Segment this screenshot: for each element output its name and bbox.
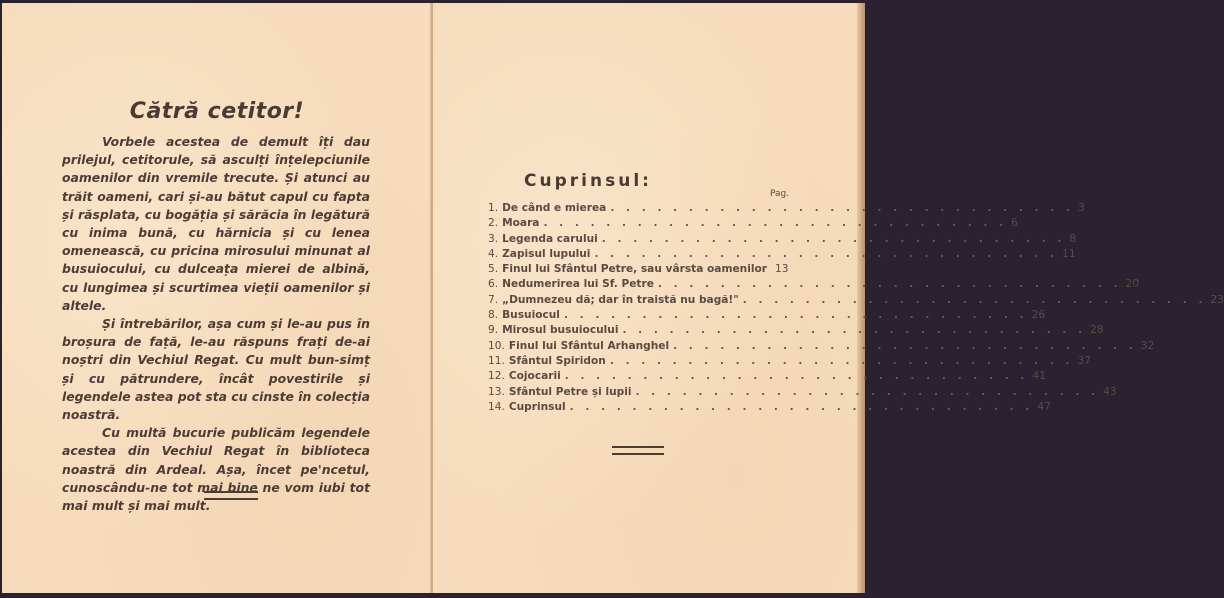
dot-leader: . . . . . . . . . . . . . . . . . . . . . . . . . . . . . . xyxy=(635,385,1100,398)
toc-entry-number: 8. xyxy=(488,309,499,322)
toc-entry-page: 3 xyxy=(1078,202,1085,214)
toc-entry-page: 26 xyxy=(1031,309,1046,322)
toc-entry-title: Finul lui Sfântul Arhanghel xyxy=(508,339,670,352)
toc-entry-title: „Dumnezeu dă; dar în traistă nu bagă!" xyxy=(502,293,739,306)
toc-entry xyxy=(488,354,1092,370)
toc-entry-page: 20 xyxy=(1125,278,1140,291)
toc-entry-page: 23 xyxy=(1210,293,1224,306)
dot-leader: . . . . . . . . . . . . . . . . . . . . . . . . . . . . . . xyxy=(543,217,1008,230)
toc-entry-title: Legenda carului xyxy=(502,232,598,245)
toc-entry-page: 28 xyxy=(1090,324,1104,337)
toc-entry-number: 3. xyxy=(488,232,499,245)
toc-entry-number: 5. xyxy=(488,263,499,276)
toc-entry-number: 4. xyxy=(488,247,499,260)
dot-leader: . . . . . . . . . . . . . . . . . . . . . . . . . . . . . . xyxy=(742,293,1207,306)
toc-entry-title: Mirosul busuiocului xyxy=(502,324,619,337)
toc-entry-number: 1. xyxy=(488,202,499,214)
toc-entry xyxy=(488,263,788,278)
toc-entry-number: 14. xyxy=(488,400,505,413)
double-rule-divider xyxy=(612,446,664,455)
dot-leader: . . . . . . . . . . . . . . . . . . . . . . . . . . . . . . xyxy=(563,309,1028,322)
toc-entry-page: 8 xyxy=(1069,232,1077,245)
double-rule-divider xyxy=(204,491,258,500)
toc-entry xyxy=(488,202,1085,217)
toc-entry xyxy=(488,400,1051,416)
toc-entry-title: De când e mierea xyxy=(502,202,607,214)
toc-entry xyxy=(488,293,1224,309)
paragraph: Vorbele acestea de demult îți dau prilejul, cetitorule, să asculți înțelepciunile oamenilor din vremile trecute. Și atunci au trăit oameni, cari și-au bătut capul cu fapta și răsplata, cu bogăția și sărăcia în legătură cu inima bună, cu hărnicia și cu lenea omenească, cu pricina mirosului minunat al busuiocului, cu dulceața mierei de albină, cu lungimea și scurtimea vieții oamenilor și altele. xyxy=(62,134,370,313)
dot-leader: . . . . . . . . . . . . . . . . . . . . . . . . . . . . . . xyxy=(622,324,1087,337)
toc-entry-page: 47 xyxy=(1037,400,1051,413)
paragraph: Și întrebărilor, așa cum și le-au pus în broșura de față, le-au răspuns frați de-ai noștri din Vechiul Regat. Cu mult bun-simț și cu pătrundere, încât povestirile și legendele astea pot sta cu cinste în colecția noastră. xyxy=(62,316,370,423)
toc-entry-title: Cuprinsul xyxy=(508,400,566,413)
toc-entry xyxy=(488,370,1046,385)
book-spread xyxy=(2,3,1224,593)
toc-entry-number: 2. xyxy=(488,217,499,230)
toc-entry-title: Moara xyxy=(502,217,540,230)
toc-entry xyxy=(488,324,1104,339)
toc-entry-number: 11. xyxy=(488,354,505,367)
toc-entry-title: Cojocarii xyxy=(508,370,561,383)
toc-entry-page: 11 xyxy=(1062,247,1076,260)
paragraph: Cu multă bucurie publicăm legendele acestea din Vechiul Regat în biblioteca noastră din Ardeal. Așa, încet pe'ncetul, cunoscându-ne tot mai bine ne vom iubi tot mai mult și mai mult. xyxy=(62,425,370,514)
dot-leader: . . . . . . . . . . . . . . . . . . . . . . . . . . . . . . xyxy=(594,247,1059,260)
toc-entry-page: 43 xyxy=(1103,385,1117,398)
dot-leader: . . . . . . . . . . . . . . . . . . . . . . . . . . . . . . xyxy=(569,400,1034,413)
dot-leader: . . . . . . . . . . . . . . . . . . . . . . . . . . . . . . xyxy=(610,202,1075,214)
toc-entry-number: 6. xyxy=(488,278,499,291)
toc-entry-page: 32 xyxy=(1140,339,1155,352)
toc-entry-title: Busuiocul xyxy=(502,309,560,322)
toc-entry xyxy=(488,309,1046,324)
toc-entry-number: 10. xyxy=(488,339,505,352)
toc-entry-number: 9. xyxy=(488,324,499,337)
toc-entry xyxy=(488,385,1117,401)
toc-entry-number: 7. xyxy=(488,293,499,306)
toc-entry-title: Finul lui Sfântul Petre, sau vârsta oamenilor xyxy=(502,263,767,276)
left-page xyxy=(2,3,433,593)
foreword-text xyxy=(62,133,370,515)
table-of-contents xyxy=(488,202,1224,416)
toc-title: Cuprinsul: xyxy=(524,171,652,191)
dot-leader: . . . . . . . . . . . . . . . . . . . . . . . . . . . . . . xyxy=(673,339,1137,352)
toc-entry-title: Sfântul Spiridon xyxy=(508,354,606,367)
toc-page-label: Pag. xyxy=(770,189,790,199)
toc-entry-number: 13. xyxy=(488,385,505,398)
dot-leader: . . . . . . . . . . . . . . . . . . . . . . . . . . . . . . xyxy=(564,370,1029,383)
toc-entry xyxy=(488,232,1077,248)
toc-entry xyxy=(488,217,1018,232)
toc-entry-title: Sfântul Petre și lupii xyxy=(508,385,632,398)
toc-entry-title: Zapisul lupului xyxy=(502,247,591,260)
dot-leader: . . . . . . . . . . . . . . . . . . . . . . . . . . . . . . xyxy=(657,278,1122,291)
toc-entry-title: Nedumerirea lui Sf. Petre xyxy=(502,278,654,291)
page-title: Cătră cetitor! xyxy=(129,99,305,124)
toc-entry-number: 12. xyxy=(488,370,505,383)
toc-entry-page: 6 xyxy=(1011,217,1018,230)
dot-leader: . . . . . . . . . . . . . . . . . . . . . . . . . . . . . . xyxy=(609,354,1074,367)
toc-entry xyxy=(488,339,1155,355)
toc-entry-page: 41 xyxy=(1032,370,1046,383)
toc-entry xyxy=(488,247,1076,263)
toc-entry-page: 13 xyxy=(775,263,789,276)
dot-leader: . . . . . . . . . . . . . . . . . . . . . . . . . . . . . . xyxy=(601,232,1066,245)
toc-entry-page: 37 xyxy=(1077,354,1092,367)
toc-entry xyxy=(488,278,1140,293)
